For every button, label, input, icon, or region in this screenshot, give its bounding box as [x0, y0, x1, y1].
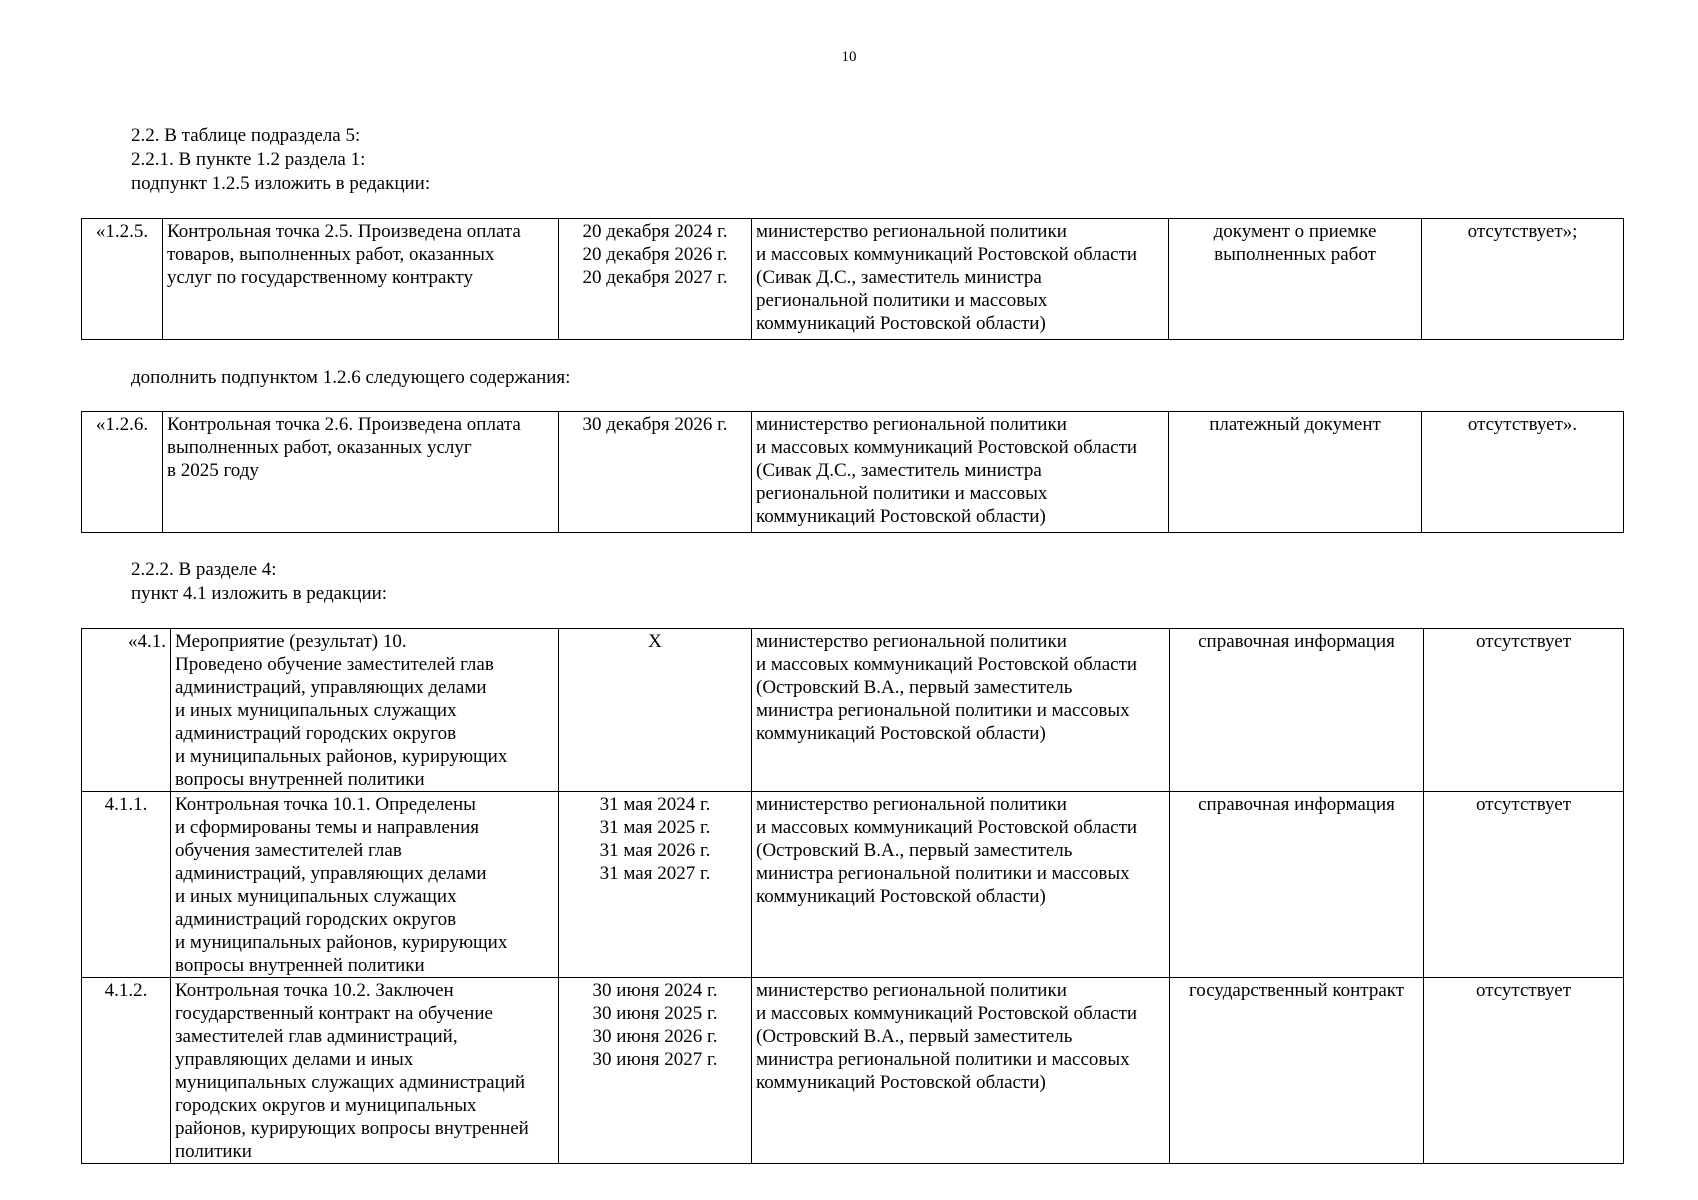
table-item-1-2-5: [81, 218, 1624, 340]
table-item-1-2-6: [81, 411, 1624, 533]
item-document: государственный контракт: [1170, 978, 1424, 1164]
item-dates: 30 декабря 2026 г.: [559, 412, 752, 533]
item-responsible: министерство региональной политики и массовых коммуникаций Ростовской области (Сивак Д.С., заместитель министра региональной политики и массовых коммуникаций Ростовской области): [752, 412, 1169, 533]
table-row: [82, 629, 1624, 792]
item-name: Контрольная точка 2.5. Произведена оплата товаров, выполненных работ, оказанных услуг по государственному контракту: [163, 219, 559, 340]
table-item-4-1: [81, 628, 1624, 1164]
item-dates: 20 декабря 2024 г. 20 декабря 2026 г. 20 декабря 2027 г.: [559, 219, 752, 340]
item-system: отсутствует».: [1422, 412, 1624, 533]
section-line-1: 2.2.2. В разделе 4:: [131, 559, 277, 580]
intro-line-3: подпункт 1.2.5 изложить в редакции:: [131, 173, 431, 194]
table-row: [82, 412, 1624, 533]
item-system: отсутствует»;: [1422, 219, 1624, 340]
mid-text: дополнить подпунктом 1.2.6 следующего содержания:: [131, 367, 571, 388]
item-name: Контрольная точка 10.1. Определены и сформированы темы и направления обучения заместителей глав администраций, управляющих делами и иных муниципальных служащих администраций городских округов и муниципальных районов, курирующих вопросы внутренней политики: [171, 792, 559, 978]
table-row: [82, 978, 1624, 1164]
item-dates: Х: [559, 629, 752, 792]
item-document: справочная информация: [1170, 629, 1424, 792]
item-system: отсутствует: [1424, 792, 1624, 978]
item-system: отсутствует: [1424, 978, 1624, 1164]
item-name: Контрольная точка 10.2. Заключен государственный контракт на обучение заместителей глав администраций, управляющих делами и иных муниципальных служащих администраций городских округов и муниципальных районов, курирующих вопросы внутренней политики: [171, 978, 559, 1164]
item-name: Контрольная точка 2.6. Произведена оплата выполненных работ, оказанных услуг в 2025 году: [163, 412, 559, 533]
item-responsible: министерство региональной политики и массовых коммуникаций Ростовской области (Островский В.А., первый заместитель министра региональной политики и массовых коммуникаций Ростовской области): [752, 629, 1170, 792]
item-document: справочная информация: [1170, 792, 1424, 978]
table-row: [82, 792, 1624, 978]
item-document: документ о приемке выполненных работ: [1169, 219, 1422, 340]
item-document: платежный документ: [1169, 412, 1422, 533]
item-number: «1.2.5.: [82, 219, 163, 340]
section-line-2: пункт 4.1 изложить в редакции:: [131, 583, 388, 604]
intro-line-1: 2.2. В таблице подраздела 5:: [131, 125, 361, 146]
item-system: отсутствует: [1424, 629, 1624, 792]
item-number: 4.1.2.: [82, 978, 171, 1164]
item-number: «1.2.6.: [82, 412, 163, 533]
item-name: Мероприятие (результат) 10. Проведено обучение заместителей глав администраций, управляющих делами и иных муниципальных служащих администраций городских округов и муниципальных районов, курирующих вопросы внутренней политики: [171, 629, 559, 792]
item-number: «4.1.: [82, 629, 171, 792]
item-number: 4.1.1.: [82, 792, 171, 978]
table-row: [82, 219, 1624, 340]
item-responsible: министерство региональной политики и массовых коммуникаций Ростовской области (Островский В.А., первый заместитель министра региональной политики и массовых коммуникаций Ростовской области): [752, 978, 1170, 1164]
intro-line-2: 2.2.1. В пункте 1.2 раздела 1:: [131, 149, 366, 170]
item-responsible: министерство региональной политики и массовых коммуникаций Ростовской области (Островский В.А., первый заместитель министра региональной политики и массовых коммуникаций Ростовской области): [752, 792, 1170, 978]
page-number: 10: [841, 49, 857, 65]
item-dates: 30 июня 2024 г. 30 июня 2025 г. 30 июня 2026 г. 30 июня 2027 г.: [559, 978, 752, 1164]
item-dates: 31 мая 2024 г. 31 мая 2025 г. 31 мая 2026 г. 31 мая 2027 г.: [559, 792, 752, 978]
item-responsible: министерство региональной политики и массовых коммуникаций Ростовской области (Сивак Д.С., заместитель министра региональной политики и массовых коммуникаций Ростовской области): [752, 219, 1169, 340]
